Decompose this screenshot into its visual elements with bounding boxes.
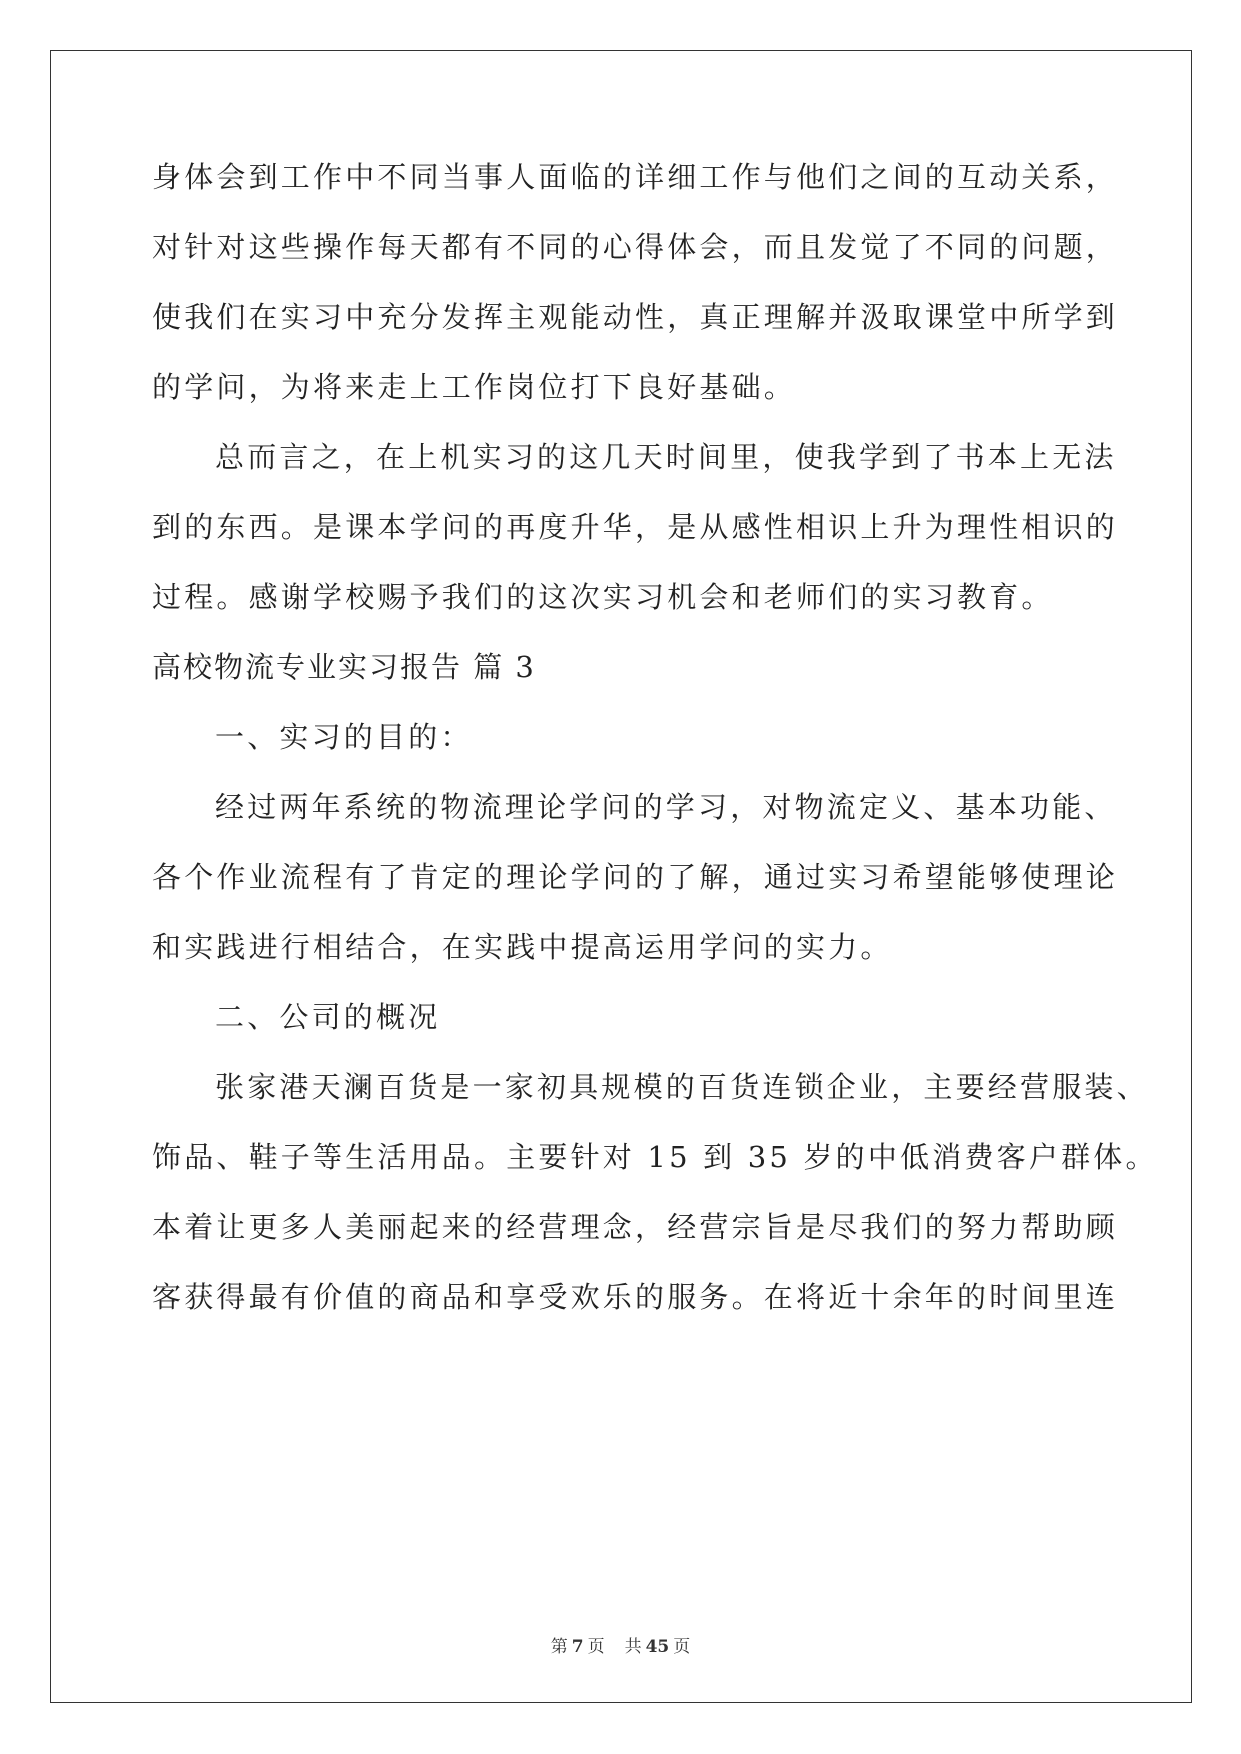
page-number: 7 bbox=[571, 1637, 584, 1657]
body-line: 本着让更多人美丽起来的经营理念，经营宗旨是尽我们的努力帮助顾 bbox=[152, 1210, 1119, 1244]
body-line: 饰品、鞋子等生活用品。主要针对 15 到 35 岁的中低消费客户群体。 bbox=[152, 1140, 1158, 1174]
body-line: 总而言之，在上机实习的这几天时间里，使我学到了书本上无法 bbox=[215, 440, 1117, 474]
body-line: 到的东西。是课本学问的再度升华，是从感性相识上升为理性相识的 bbox=[152, 510, 1119, 544]
page-prefix: 第 bbox=[550, 1637, 568, 1657]
total-unit: 页 bbox=[673, 1637, 691, 1657]
body-line: 各个作业流程有了肯定的理论学问的了解，通过实习希望能够使理论 bbox=[152, 860, 1119, 894]
page-unit: 页 bbox=[587, 1637, 605, 1657]
subsection-heading: 二、公司的概况 bbox=[215, 1000, 441, 1034]
page-footer bbox=[0, 1636, 1241, 1658]
body-line: 和实践进行相结合，在实践中提高运用学问的实力。 bbox=[152, 930, 893, 964]
section-heading: 高校物流专业实习报告 篇 3 bbox=[152, 650, 536, 684]
body-line: 经过两年系统的物流理论学问的学习，对物流定义、基本功能、 bbox=[215, 790, 1117, 824]
body-line: 身体会到工作中不同当事人面临的详细工作与他们之间的互动关系， bbox=[152, 160, 1119, 194]
subsection-heading: 一、实习的目的： bbox=[215, 720, 473, 754]
body-line: 客获得最有价值的商品和享受欢乐的服务。在将近十余年的时间里连 bbox=[152, 1280, 1119, 1314]
body-line: 张家港天澜百货是一家初具规模的百货连锁企业，主要经营服装、 bbox=[215, 1070, 1149, 1104]
body-line: 对针对这些操作每天都有不同的心得体会，而且发觉了不同的问题， bbox=[152, 230, 1119, 264]
total-pages: 45 bbox=[645, 1637, 670, 1657]
total-prefix: 共 bbox=[624, 1637, 642, 1657]
body-line: 的学问，为将来走上工作岗位打下良好基础。 bbox=[152, 370, 797, 404]
body-line: 过程。感谢学校赐予我们的这次实习机会和老师们的实习教育。 bbox=[152, 580, 1054, 614]
body-line: 使我们在实习中充分发挥主观能动性，真正理解并汲取课堂中所学到 bbox=[152, 300, 1119, 334]
